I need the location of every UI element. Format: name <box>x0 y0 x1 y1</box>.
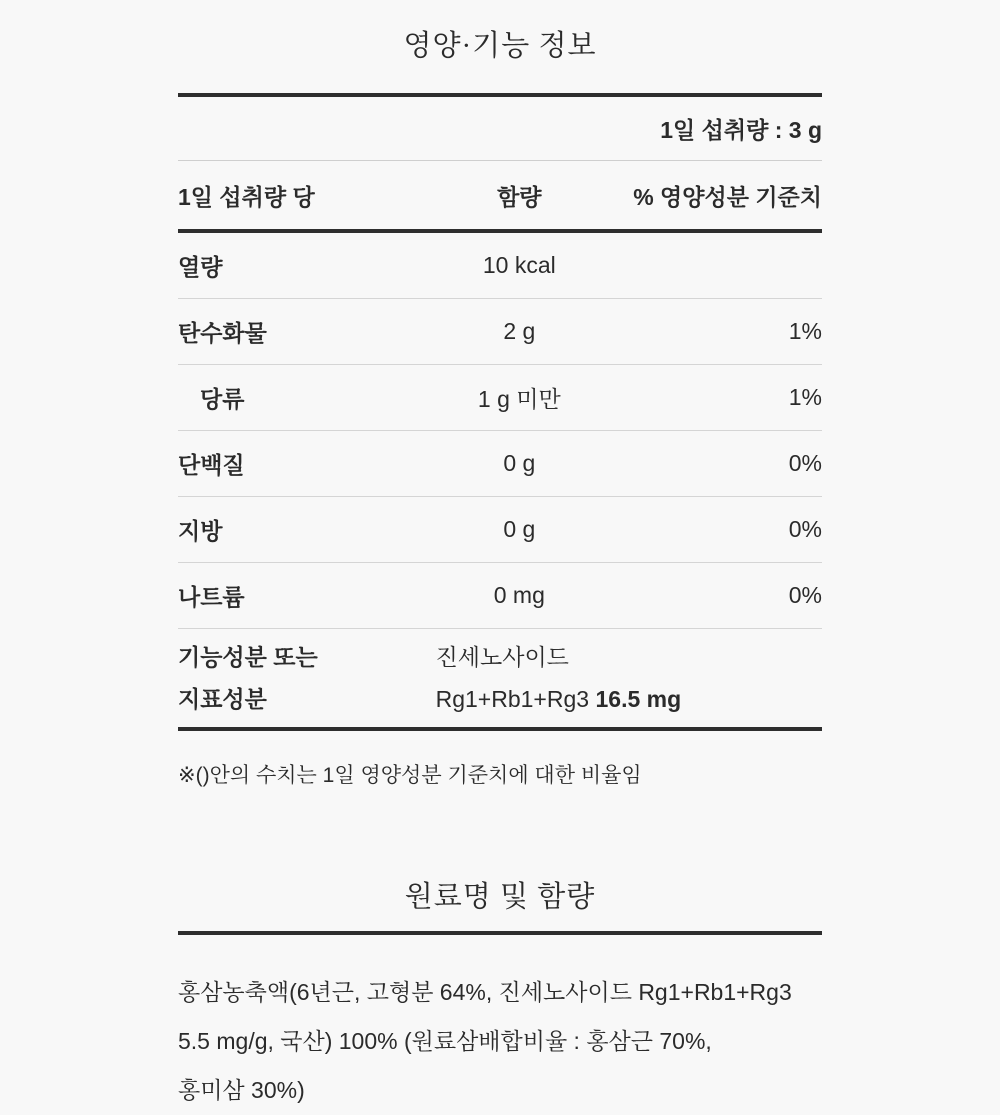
daily-serving-note: 1일 섭취량 : 3 g <box>660 117 822 143</box>
table-row-sodium <box>178 563 822 629</box>
row-label <box>178 636 436 720</box>
functional-label-line2: 지표성분 <box>178 686 267 712</box>
ingredients-line: 5.5 mg/g, 국산) 100% (원료삼배합비율 : 홍삼근 70%, <box>178 1028 712 1054</box>
row-amount: 10 kcal <box>482 252 556 278</box>
functional-label-line1: 기능성분 또는 <box>178 644 318 670</box>
header-per-serving: 1일 섭취량 당 <box>178 183 315 210</box>
ginsenoside-amount: 16.5 mg <box>595 686 682 712</box>
row-percent: 0% <box>788 516 822 542</box>
table-row-calories <box>178 233 822 299</box>
row-amount: 0 mg <box>493 582 545 608</box>
row-label: 당류 <box>200 386 245 412</box>
ingredients-line: 홍미삼 30%) <box>178 1077 305 1103</box>
row-amount: 1 g 미만 <box>477 386 561 412</box>
row-amount: 0 g <box>503 450 536 476</box>
row-label: 열량 <box>178 254 223 280</box>
row-amount: 0 g <box>503 516 536 542</box>
row-percent: 1% <box>788 318 822 344</box>
ingredients-section-title: 원료명 및 함량 <box>404 881 596 913</box>
table-row-functional-component <box>178 629 822 727</box>
ingredients-text <box>178 935 822 1115</box>
table-row-sugars <box>178 365 822 431</box>
functional-value-line1: 진세노사이드 <box>435 644 569 670</box>
row-label: 탄수화물 <box>178 320 267 346</box>
row-label: 지방 <box>178 518 223 544</box>
table-row-carbohydrate <box>178 299 822 365</box>
row-percent: 1% <box>788 384 822 410</box>
ingredients-line: 홍삼농축액(6년근, 고형분 64%, 진세노사이드 Rg1+Rb1+Rg3 <box>178 979 792 1005</box>
row-label: 단백질 <box>178 452 245 478</box>
header-percent-dv: % 영양성분 기준치 <box>633 183 822 210</box>
table-header-row <box>178 161 822 229</box>
ingredients-section <box>0 809 1000 1115</box>
functional-value <box>436 636 822 720</box>
row-amount: 2 g <box>503 318 536 344</box>
ginsenoside-formula: Rg1+Rb1+Rg3 <box>435 686 590 712</box>
table-row-protein <box>178 431 822 497</box>
row-label: 나트륨 <box>178 584 245 610</box>
table-row-fat <box>178 497 822 563</box>
header-amount: 함량 <box>497 183 542 210</box>
nutrition-section-title: 영양·기능 정보 <box>403 30 597 62</box>
row-percent: 0% <box>788 582 822 608</box>
functional-value-line2 <box>436 678 822 720</box>
footnote: ※()안의 수치는 1일 영양성분 기준치에 대한 비율임 <box>178 764 642 787</box>
row-percent: 0% <box>788 450 822 476</box>
